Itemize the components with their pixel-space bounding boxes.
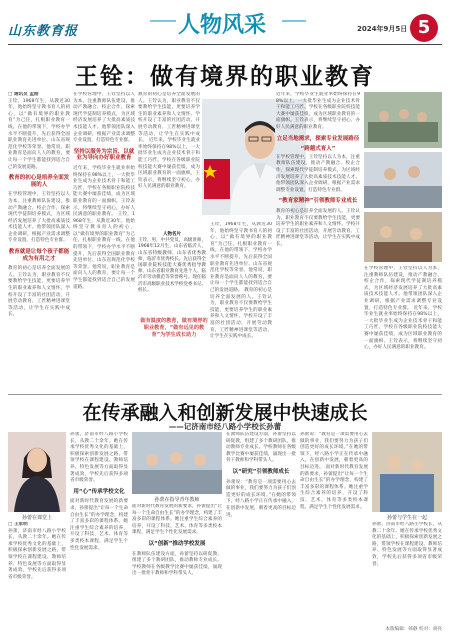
article-body-text: 在学校管理中，王铨坚持以人为本，注重教师队伍建设，推动产教融合、校企合作，探索现代学徒制培养模式，为区域经济发展培养了大批高素质技术技能人才。他带领团队深入企业调研，根据产业需求调整专业设置，打造特色专业群。 <box>276 154 360 193</box>
page-number-badge: 5 <box>410 14 438 42</box>
photo-caption: 孙蕾与学生在一起 <box>386 515 427 521</box>
article2-column-2 <box>70 432 128 630</box>
article1-headline: 王铨：做有境界的职业教育 <box>75 64 375 90</box>
article-body-text: 近年来，学校毕业生就业率始终保持在98%以上，一大批毕业生成为企业技术骨干和能工巧匠。学校在各级职业院校技能大赛中屡获佳绩，成为区域职业教育的一面旗帜。王铨表示，将继续坚守初心，办好人民满意的职业教育。 <box>138 138 200 190</box>
article-body-text: 近年来，学校毕业生就业率始终保持在98%以上，一大批毕业生成为企业技术骨干和能工巧匠。学校在各级职业院校技能大赛中屡获佳绩，成为区域职业教育的一面旗帜。王铨表示，将继续坚守初心，办好人民满意的职业教育。 <box>73 165 135 218</box>
article2-subhead-2: 以“创新”推动学校发展 <box>148 540 206 547</box>
article-body-text: 王铨，1968年生，从教近30年，他始终坚守教书育人的初心，以“做有境界的职业教育”为己任，扎根职业教育一线。在他的带领下，学校办学水平不断提升，先后获得全国职业教育先进单位、山东省规范化学校等荣誉。他常说，职业教育是面向人人的教育，要让每一个学生都能找到适合自己的发展道路。 <box>8 98 70 170</box>
article-body-text: 教育的初心是培养全面发展的人。王铨认为，职业教育不仅要教给学生技能，更要培养学生的职业素养和人文情怀。学校开设了丰富的社团活动，开展劳动教育、工匠精神进课堂等活动，让学生在实践中成长。 <box>8 266 70 318</box>
article-body-text: 在学校管理中，王铨坚持以人为本，注重教师队伍建设，推动产教融合、校企合作，探索现代学徒制培养模式，为区域经济发展培养了大批高素质技术技能人才。他带领团队深入企业调研，根据产业需求调整专业设置，打造特色专业群。 <box>73 92 135 144</box>
profile-card-title: 人物名片 <box>163 232 181 237</box>
classroom-photo <box>132 432 222 494</box>
pull-quote: 做有温度的教育，做有境界的职业教育，“做有远见的教育”为学生成长助力 <box>140 318 208 338</box>
profile-card-text: 王铨，男，中共党员，高级讲师，1968年12月生，山东省临沂人，山东省特级教师，山东省优秀教师，临沂市优秀校长。先后获得全国职业院校技能大赛优秀指导教师、山东省职业教育先进个人、临沂市劳动模范等荣誉称号。现任临沂市高级职业技术学校党委书记、校长。 <box>138 238 206 293</box>
article-body-text: 教育的初心是培养全面发展的人。王铨认为，职业教育不仅要教给学生技能，更要培养学生的职业素养和人文情怀。学校开设了丰富的社团活动，开展劳动教育、工匠精神进课堂等活动，让学生在实践中成长。 <box>138 92 200 144</box>
section-title: 人物风采 <box>178 12 267 38</box>
article1-column-5 <box>276 92 360 392</box>
newspaper-logo: 山东教育报 <box>8 24 79 39</box>
classroom-photo <box>364 92 442 148</box>
article2-column-4 <box>226 432 296 630</box>
activity-photo <box>364 212 442 262</box>
article1-subhead-2: 教育就是让每个孩子都能成为有用之才 <box>8 249 70 262</box>
article1-column-6 <box>364 266 442 392</box>
article-body-text: 孙蕾，济南市经八路小学校长，从教二十余年。她在传承学校优秀文化的基础上，积极探索创新发展之路，带领学校在课程建设、教师培养、特色发展等方面取得显著成效，学校先后获得多项省市级荣誉。 <box>8 528 66 580</box>
issue-date: 2024年9月5日 <box>357 25 408 33</box>
photo-caption: 孙蕾在指导青年教师 <box>154 497 200 503</box>
article-body-text: 孙蕾，济南市经八路小学校长，从教二十余年。她在传承学校优秀文化的基础上，积极探索创新发展之路，带领学校在课程建设、教师培养、特色发展等方面取得显著成效，学校先后获得多项省市级荣誉。 <box>372 522 442 567</box>
article1-subhead-4: “教育家精神”引领教师专业成长 <box>278 198 358 205</box>
masthead <box>0 0 450 44</box>
article2-subhead-1: 用“心”传承学校文化 <box>73 488 125 495</box>
article-body-text: 孙蕾说：“教育是一项需要用心去做的事业，我们要努力为孩子们创造更好的成长环境。”在她的带领下，经八路小学正在传承中融入，在创新中发展，朝着更高的目标迈进。 <box>300 432 368 470</box>
article-body-text: 在学校管理中，王铨坚持以人为本，注重教师队伍建设，推动产教融合、校企合作，探索现代学徒制培养模式，为区域经济发展培养了大批高素质技术技能人才。他带领团队深入企业调研，根据产业需求调整专业设置，打造特色专业群。 <box>8 192 70 244</box>
teaching-photo <box>364 152 442 208</box>
article-body-text: 教育的初心是培养全面发展的人。王铨认为，职业教育不仅要教给学生技能，更要培养学生的职业素养和人文情怀。学校开设了丰富的社团活动，开展劳动教育、工匠精神进课堂等活动，让学生在实践中成长。 <box>210 287 272 340</box>
article-body-text: 面对新时代教育发展的新要求，孙蕾提出“让每一个生命自由生长”的办学理念，构建了丰富多彩的课程体系。她注重学生综合素养的培养，开设了科技、艺术、体育等多类校本课程，满足学生个性化发展需求。 <box>132 504 222 536</box>
article2-column-6 <box>372 522 442 618</box>
article1-box-heading-2: “跨越式育人” <box>300 146 336 153</box>
article1-column-3 <box>138 92 200 228</box>
article-body-text: 在教师队伍建设方面，孙蕾坚持以研促教，组建了多个教研团队，推动教师专业成长。学校教师在各级教学比赛中屡获佳绩，涌现出一批骨干教师和学科带头人。 <box>226 432 296 464</box>
article1-subhead-3: 坚持以服务为宗旨、以就业为导向办好职业教育 <box>73 148 135 162</box>
article1-box-heading: 立足当地需求，探索专业发展路径 <box>276 135 360 142</box>
article-body-text: 在教师队伍建设方面，孙蕾坚持以研促教，组建了多个教研团队，推动教师专业成长。学校教师在各级教学比赛中屡获佳绩，涌现出一批骨干教师和学科带头人。 <box>132 551 222 577</box>
article-body-text: 王铨，1968年生，从教近30年，他始终坚守教书育人的初心，以“做有境界的职业教育”为己任，扎根职业教育一线。在他的带领下，学校办学水平不断提升，先后获得全国职业教育先进单位、山东省规范化学校等荣誉。他常说，职业教育是面向人人的教育，要让每一个学生都能找到适合自己的发展道路。 <box>73 212 135 290</box>
article2-subtitle: ——记济南市经八路小学校长孙蕾 <box>168 422 282 431</box>
photo-caption: 孙蕾在课堂上 <box>21 515 52 521</box>
article-body-text: 孙蕾，济南市经八路小学校长，从教二十余年。她在传承学校优秀文化的基础上，积极探索创新发展之路，带领学校在课程建设、教师培养、特色发展等方面取得显著成效，学校先后获得多项省市级荣誉。 <box>70 432 128 484</box>
decorative-line <box>150 20 176 22</box>
article-body-text: 面对新时代教育发展的新要求，孙蕾提出“让每一个生命自由生长”的办学理念，构建了丰富多彩的课程体系。她注重学生综合素养的培养，开设了科技、艺术、体育等多类校本课程，满足学生个性化发展需求。 <box>300 464 368 510</box>
article1-column-4 <box>210 222 272 392</box>
article-body-text: 近年来，学校毕业生就业率始终保持在98%以上，一大批毕业生成为企业技术骨干和能工巧匠。学校在各级职业院校技能大赛中屡获佳绩，成为区域职业教育的一面旗帜。王铨表示，将继续坚守初心，办好人民满意的职业教育。 <box>364 305 442 351</box>
article2-column-1 <box>8 522 66 630</box>
article-body-text: 近年来，学校毕业生就业率始终保持在98%以上，一大批毕业生成为企业技术骨干和能工巧匠。学校在各级职业院校技能大赛中屡获佳绩，成为区域职业教育的一面旗帜。王铨表示，将继续坚守初心，办好人民满意的职业教育。 <box>276 92 360 130</box>
editor-credits: 本版编辑：韩静 校对：胡亮 <box>385 627 442 632</box>
article1-subhead-1: 教育的初心是培养全面发展的人 <box>8 175 70 188</box>
header-rule <box>8 44 442 45</box>
byline: □ 王家明 <box>8 522 28 527</box>
article2-subhead-3: 以“研究”引领教师成长 <box>232 468 290 475</box>
section-divider <box>8 394 442 395</box>
article-body-text: 在学校管理中，王铨坚持以人为本，注重教师队伍建设，推动产教融合、校企合作，探索现代学徒制培养模式，为区域经济发展培养了大批高素质技术技能人才。他带领团队深入企业调研，根据产业需求调整专业设置，打造特色专业群。 <box>364 266 442 311</box>
byline: □ 通讯员 孟刚 <box>8 92 39 97</box>
article-body-text: 王铨，1968年生，从教近30年，他始终坚守教书育人的初心，以“做有境界的职业教育”为己任，扎根职业教育一线。在他的带领下，学校办学水平不断提升，先后获得全国职业教育先进单位、山东省规范化学校等荣誉。他常说，职业教育是面向人人的教育，要让每一个学生都能找到适合自己的发展道路。 <box>210 222 272 293</box>
profile-card <box>138 232 206 314</box>
article2-column-3 <box>132 504 222 630</box>
article2-column-5 <box>300 432 368 630</box>
article2-headline: 在传承融入和创新发展中快速成长 <box>82 402 368 424</box>
article1-column-2 <box>73 92 135 392</box>
article-body-text: 面对新时代教育发展的新要求，孙蕾提出“让每一个生命自由生长”的办学理念，构建了丰富多彩的课程体系。她注重学生综合素养的培养，开设了科技、艺术、体育等多类校本课程，满足学生个性化发展需求。 <box>70 499 128 551</box>
portrait-photo-sun-lei <box>8 432 66 512</box>
students-photo <box>372 432 442 512</box>
article-body-text: 孙蕾说：“教育是一项需要用心去做的事业，我们要努力为孩子们创造更好的成长环境。”在她的带领下，经八路小学正在传承中融入，在创新中发展，朝着更高的目标迈进。 <box>226 479 296 518</box>
article1-column-1 <box>8 92 70 392</box>
article-body-text: 教育的初心是培养全面发展的人。王铨认为，职业教育不仅要教给学生技能，更要培养学生的职业素养和人文情怀。学校开设了丰富的社团活动，开展劳动教育、工匠精神进课堂等活动，让学生在实践中成长。 <box>276 208 360 247</box>
decorative-line <box>282 20 306 22</box>
